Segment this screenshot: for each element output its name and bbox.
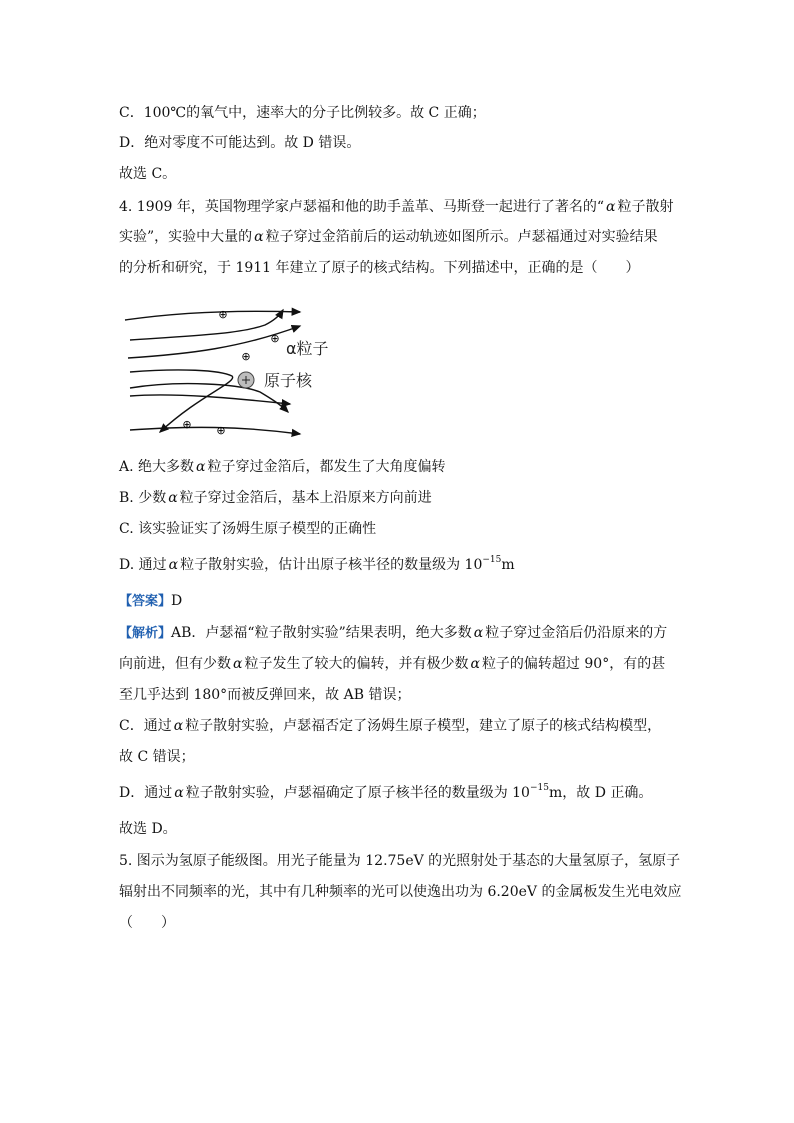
alpha-symbol: α	[470, 656, 480, 672]
explanation-line-3: 至几乎达到 180°而被反弹回来，故 AB 错误；	[119, 687, 411, 703]
q4-line-1: 4. 1909 年，英国物理学家卢瑟福和他的助手盖革、马斯登一起进行了著名的“ α 粒子散射	[119, 199, 674, 215]
explanation-line-5: 故 C 错误；	[119, 749, 195, 765]
q5-line-2: 辐射出不同频率的光，其中有几种频率的光可以使逸出功为 6.20eV 的金属板发生光电效应	[119, 884, 682, 900]
explanation-line-4: C．通过 α 粒子散射实验，卢瑟福否定了汤姆生原子模型，建立了原子的核式结构模型，	[119, 718, 662, 734]
prev-option-d: D．绝对零度不可能达到。故 D 错误。	[119, 135, 361, 151]
nucleus-label: 原子核	[264, 371, 313, 390]
alpha-particle-icon: ⊕	[270, 332, 280, 345]
trajectory-2	[130, 310, 283, 340]
alpha-symbol: α	[254, 229, 264, 245]
prev-option-c: C．100℃的氧气中，速率大的分子比例较多。故 C 正确；	[119, 105, 486, 121]
trajectory-7	[130, 427, 300, 434]
alpha-symbol: α	[233, 656, 243, 672]
trajectory-1	[125, 311, 300, 320]
trajectory-4	[130, 370, 233, 432]
prev-choose: 故选 C。	[119, 166, 177, 182]
alpha-symbol: α	[473, 625, 484, 641]
option-a: A. 绝大多数 α 粒子穿过金箔后，都发生了大角度偏转	[119, 459, 446, 475]
alpha-particle-icon: ⊕	[218, 308, 228, 321]
answer-tag: 【答案】	[119, 594, 172, 609]
explanation-line-1: 【解析】AB．卢瑟福“粒子散射实验”结果表明，绝大多数 α 粒子穿过金箔后仍沿原来的方	[119, 625, 668, 641]
option-d: D. 通过 α 粒子散射实验，估计出原子核半径的数量级为 $10^{-15}m$	[119, 555, 515, 573]
explanation-line-6: D．通过 α 粒子散射实验，卢瑟福确定了原子核半径的数量级为 $10^{-15}m$，故 D 正确。	[119, 783, 653, 801]
explanation-line-2: 向前进，但有少数 α 粒子发生了较大的偏转，并有极少数 α 粒子的偏转超过 90°，有的甚	[119, 656, 666, 672]
alpha-symbol: α	[606, 199, 616, 215]
choose-line: 故选 D。	[119, 821, 177, 837]
answer-line	[119, 592, 182, 611]
option-c: C. 该实验证实了汤姆生原子模型的正确性	[119, 521, 377, 537]
explanation-tag: 【解析】	[119, 626, 172, 641]
alpha-symbol: α	[168, 557, 179, 573]
alpha-particle-label: α粒子	[286, 339, 329, 358]
q4-line-2: 实验”，实验中大量的 α 粒子穿过金箔前后的运动轨迹如图所示。卢瑟福通过对实验结果	[119, 229, 658, 245]
alpha-symbol: α	[196, 459, 206, 475]
q5-line-3: （ ）	[119, 915, 175, 931]
alpha-particle-icon: ⊕	[216, 424, 226, 437]
alpha-symbol: α	[174, 785, 184, 801]
nucleus-icon	[238, 372, 254, 388]
alpha-particle-icon: ⊕	[241, 350, 251, 363]
answer-value: D	[171, 593, 183, 609]
alpha-symbol: α	[168, 490, 178, 506]
q4-line-3: 的分析和研究，于 1911 年建立了原子的核式结构。下列描述中，正确的是（ ）	[119, 260, 640, 276]
alpha-symbol: α	[173, 718, 184, 734]
alpha-scattering-figure	[120, 300, 350, 440]
option-b: B. 少数 α 粒子穿过金箔后，基本上沿原来方向前进	[119, 490, 432, 506]
q5-line-1: 5. 图示为氢原子能级图。用光子能量为 12.75eV 的光照射处于基态的大量氢原子，氢原子	[119, 853, 681, 869]
alpha-particle-icon: ⊕	[182, 418, 192, 431]
